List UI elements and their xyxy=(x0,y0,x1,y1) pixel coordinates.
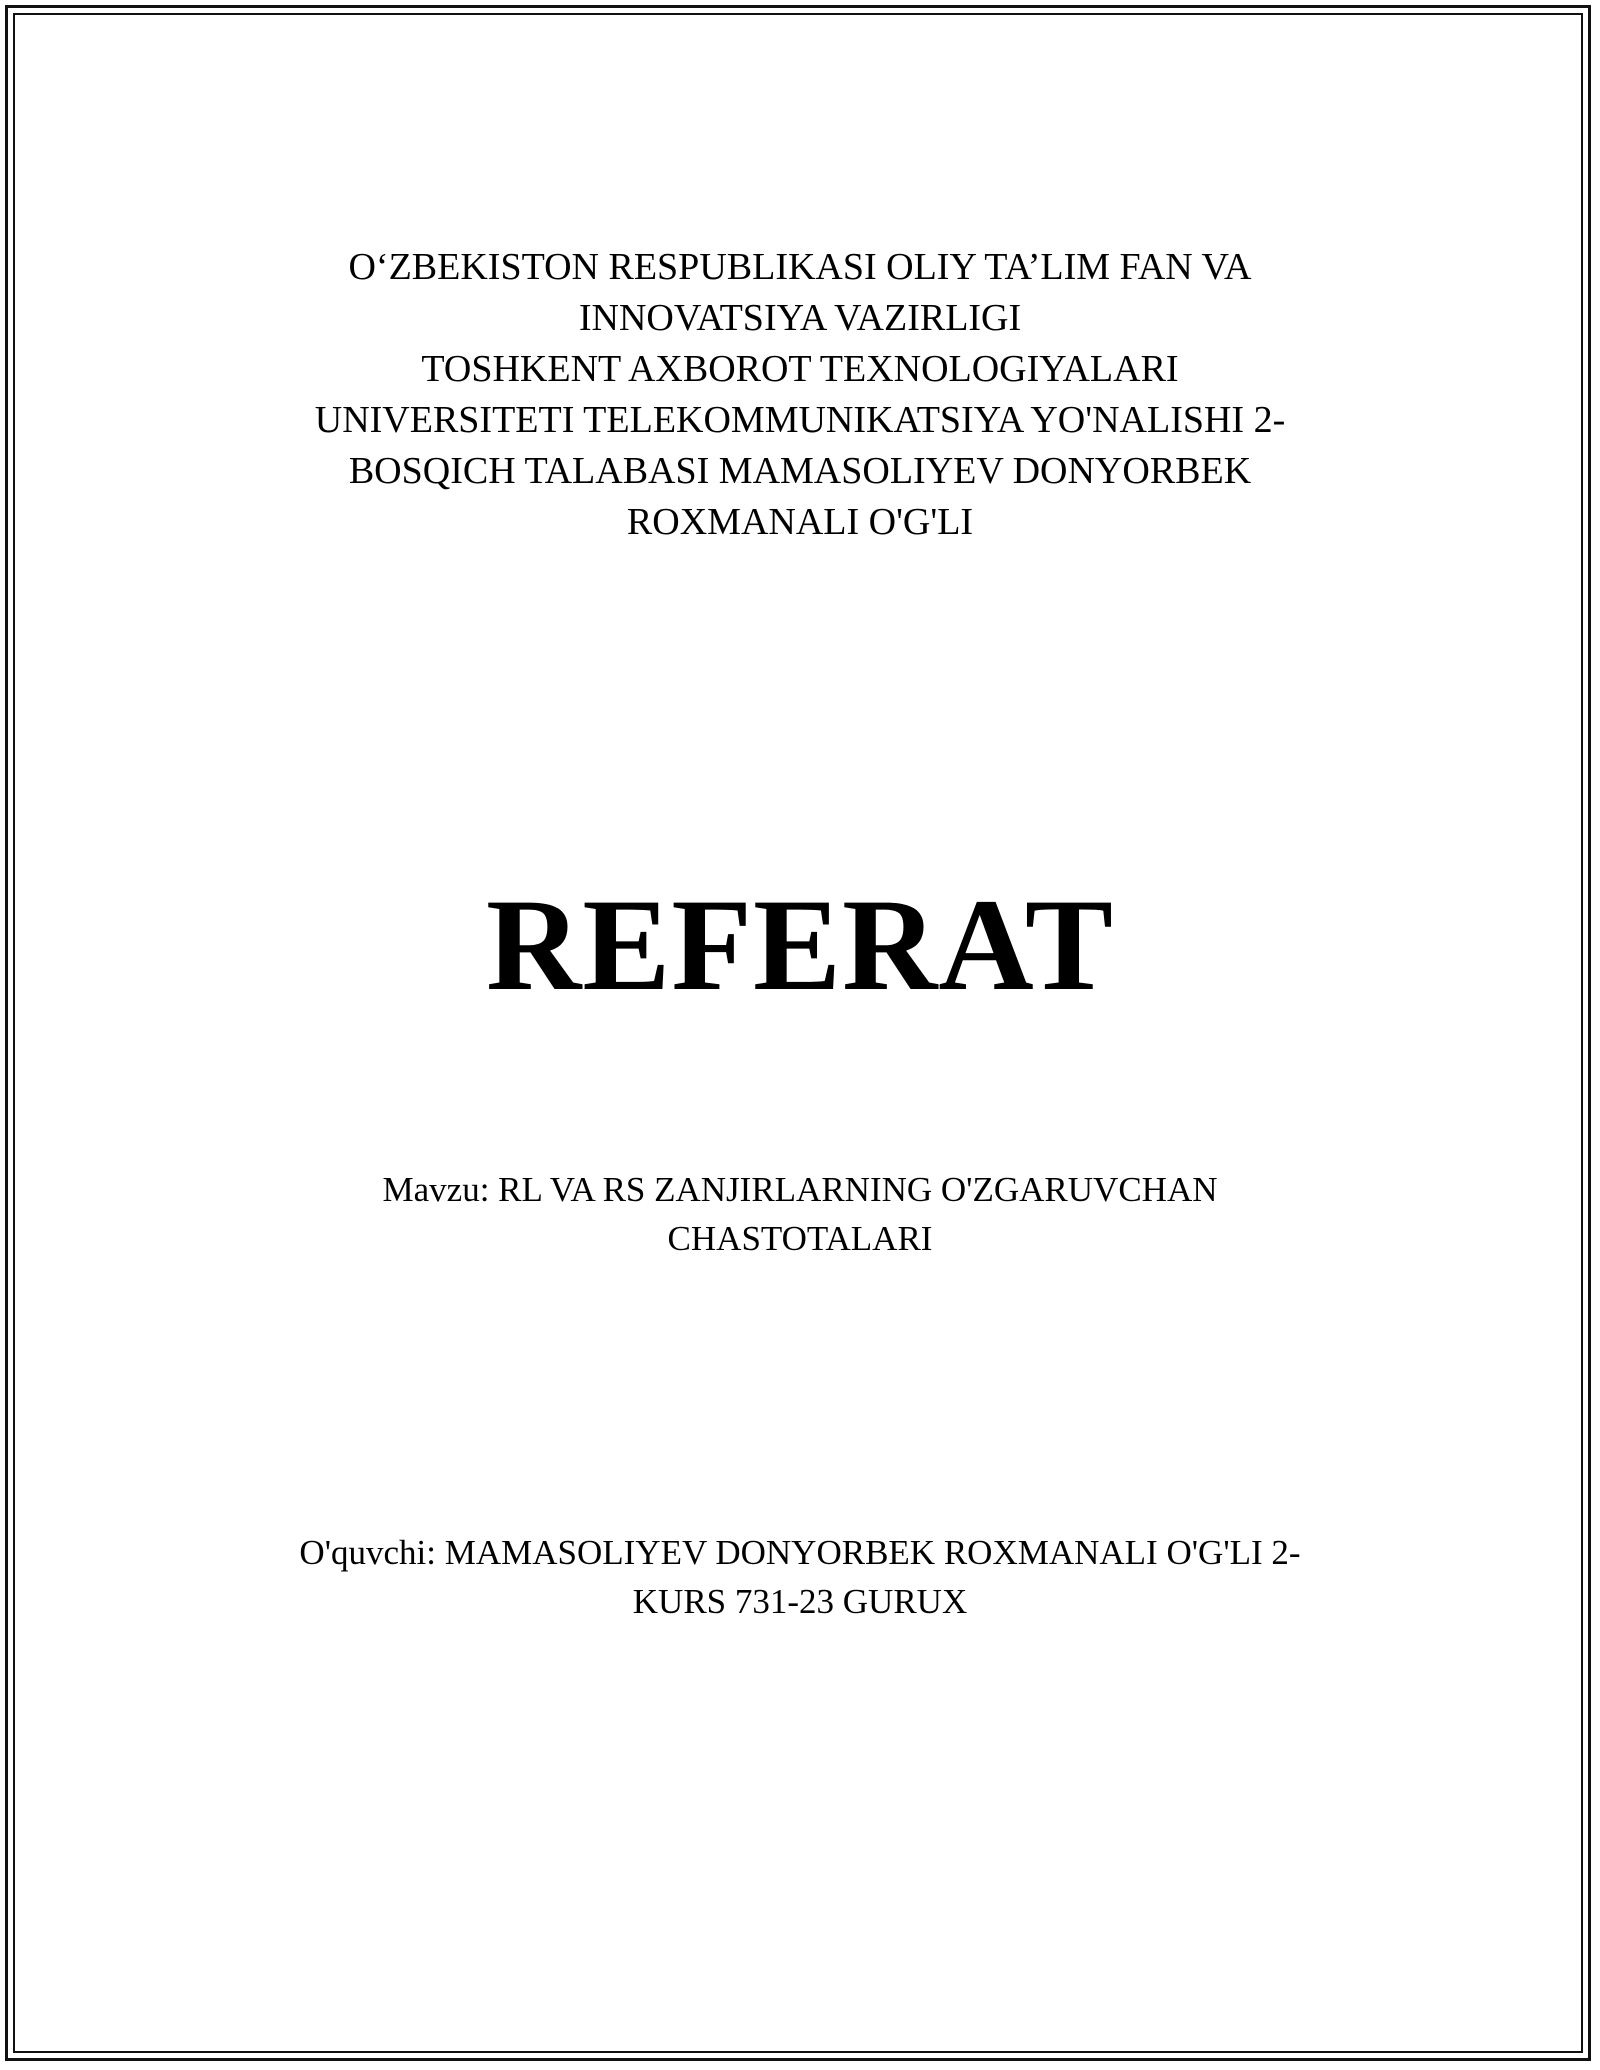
ministry-university-header xyxy=(0,242,1600,548)
topic-line: CHASTOTALARI xyxy=(667,1219,933,1258)
student-block xyxy=(0,1528,1600,1626)
topic-line: Mavzu: RL VA RS ZANJIRLARNING O'ZGARUVCHAN xyxy=(382,1170,1218,1209)
topic-block xyxy=(0,1165,1600,1263)
header-line: TOSHKENT AXBOROT TEXNOLOGIYALARI xyxy=(421,348,1179,390)
document-title: REFERAT xyxy=(486,871,1114,1018)
header-line: ROXMANALI O'G'LI xyxy=(626,501,974,543)
header-line: O‘ZBEKISTON RESPUBLIKASI OLIY TA’LIM FAN VA xyxy=(348,246,1252,288)
header-line: BOSQICH TALABASI MAMASOLIYEV DONYORBEK xyxy=(348,450,1252,492)
header-line: INNOVATSIYA VAZIRLIGI xyxy=(578,297,1022,339)
student-line: KURS 731-23 GURUX xyxy=(632,1582,968,1621)
student-line: O'quvchi: MAMASOLIYEV DONYORBEK ROXMANALI O'G'LI 2- xyxy=(299,1533,1301,1572)
header-line: UNIVERSITETI TELEKOMMUNIKATSIYA YO'NALISHI 2- xyxy=(314,399,1286,441)
